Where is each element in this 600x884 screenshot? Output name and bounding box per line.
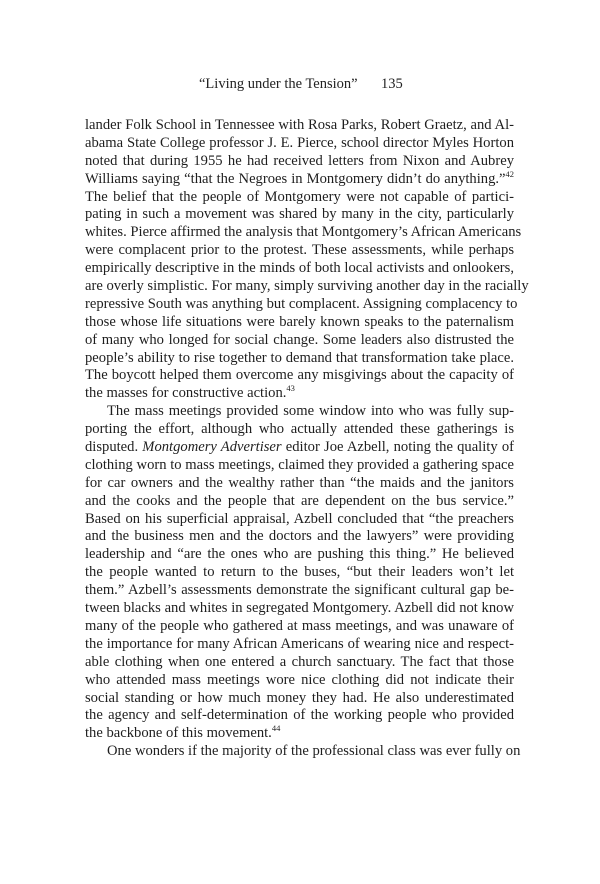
text-line bbox=[85, 439, 514, 457]
text-line-content: the masses for constructive action. bbox=[85, 385, 287, 402]
text-line: the importance for many African Americans of wearing nice and respect- bbox=[85, 635, 514, 652]
text-line: for car owners and the wealthy rather than “the maids and the janitors bbox=[85, 474, 514, 491]
footnote-ref: 42 bbox=[505, 168, 514, 179]
text-line: many of the people who gathered at mass meetings, and was unaware of bbox=[85, 617, 514, 634]
text-line: The belief that the people of Montgomery were not capable of partici- bbox=[85, 188, 514, 205]
text-line: able clothing when one entered a church sanctuary. The fact that those bbox=[85, 653, 514, 670]
text-line: whites. Pierce affirmed the analysis that Montgomery’s African Americans bbox=[85, 224, 522, 241]
text-line: porting the effort, although who actually attended these gatherings is bbox=[85, 421, 514, 438]
paragraph-3 bbox=[85, 743, 521, 761]
paragraph-1 bbox=[85, 117, 529, 403]
text-line: who attended mass meetings wore nice clothing did not indicate their bbox=[85, 671, 514, 688]
footnote-ref: 44 bbox=[271, 723, 281, 734]
text-line: pating in such a movement was shared by many in the city, particularly bbox=[85, 206, 514, 223]
text-line: Based on his superficial appraisal, Azbell concluded that “the preachers bbox=[85, 510, 514, 527]
text-line: and the cooks and the people that are dependent on the bus service.” bbox=[85, 492, 514, 509]
text-line-content: the backbone of this movement. bbox=[85, 725, 272, 742]
text-line: noted that during 1955 he had received letters from Nixon and Aubrey bbox=[85, 152, 514, 169]
text-line-content: Williams saying “that the Negroes in Montgomery didn’t do anything.” bbox=[85, 170, 506, 187]
text-line: of many who longed for social change. Some leaders also distrusted the bbox=[85, 331, 514, 348]
text-line-content: editor Joe Azbell, noting the quality of bbox=[281, 439, 514, 456]
body-text bbox=[85, 117, 529, 761]
text-line: the agency and self-determination of the working people who provided bbox=[85, 707, 514, 724]
text-line: The mass meetings provided some window into who was fully sup- bbox=[107, 403, 514, 420]
text-line: clothing worn to mass meetings, claimed they provided a gathering space bbox=[85, 456, 514, 473]
text-line-content: disputed. bbox=[85, 439, 143, 456]
text-line: repressive South was anything but complacent. Assigning complacency to bbox=[85, 295, 518, 312]
text-line: empirically descriptive in the minds of both local activists and onlookers, bbox=[85, 260, 514, 277]
text-line bbox=[85, 168, 514, 189]
text-line: were complacent prior to the protest. These assessments, while perhaps bbox=[85, 242, 514, 259]
text-line: leadership and “are the ones who are pushing this thing.” He believed bbox=[85, 546, 514, 563]
text-line: the people wanted to return to the buses, “but their leaders won’t let bbox=[85, 564, 514, 581]
publication-title: Montgomery Advertiser bbox=[142, 439, 282, 456]
text-line: those whose life situations were barely known speaks to the paternalism bbox=[85, 313, 514, 330]
text-line bbox=[85, 385, 514, 403]
running-head-title: “Living under the Tension” bbox=[199, 76, 358, 92]
text-line bbox=[85, 725, 514, 743]
text-line: social standing or how much money they had. He also underestimated bbox=[85, 689, 514, 706]
paragraph-2 bbox=[85, 403, 514, 743]
text-line: One wonders if the majority of the professional class was ever fully on bbox=[107, 743, 521, 760]
text-line: abama State College professor J. E. Pierce, school director Myles Horton bbox=[85, 134, 514, 151]
text-line: lander Folk School in Tennessee with Rosa Parks, Robert Graetz, and Al- bbox=[85, 117, 514, 133]
text-line: them.” Azbell’s assessments demonstrate the significant cultural gap be- bbox=[85, 582, 514, 599]
text-line: and the business men and the doctors and the lawyers” were providing bbox=[85, 528, 514, 545]
text-line: are overly simplistic. For many, simply surviving another day in the racially bbox=[85, 278, 529, 295]
footnote-ref: 43 bbox=[286, 383, 295, 394]
text-line: tween blacks and whites in segregated Montgomery. Azbell did not know bbox=[85, 600, 514, 617]
text-line: The boycott helped them overcome any misgivings about the capacity of bbox=[85, 367, 514, 384]
text-line: people’s ability to rise together to demand that transformation take place. bbox=[85, 349, 514, 366]
page-number: 135 bbox=[381, 76, 403, 92]
